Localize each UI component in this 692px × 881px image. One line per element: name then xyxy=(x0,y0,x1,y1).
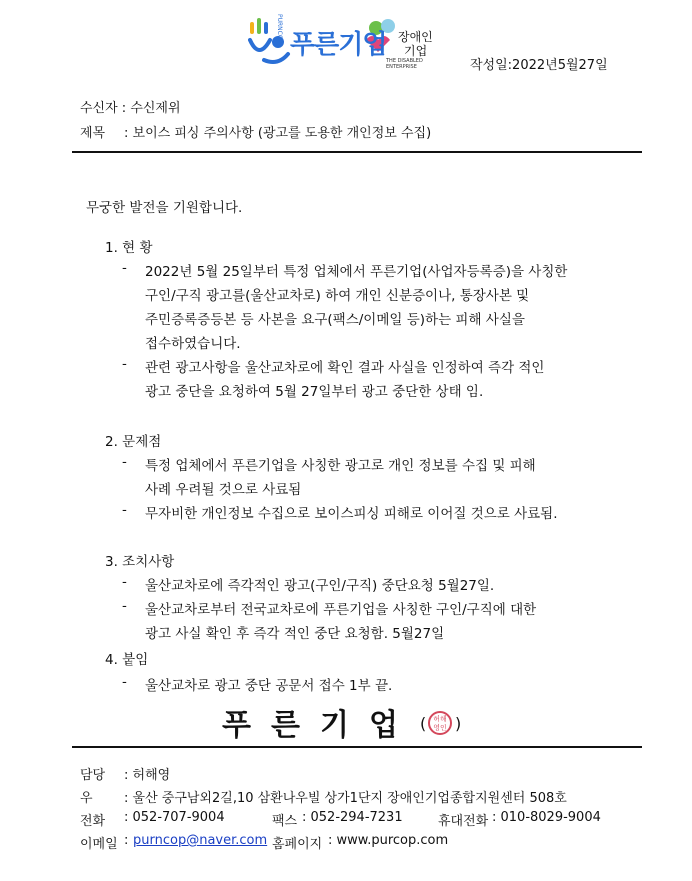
s2-line-3: 무자비한 개인정보 수집으로 보이스피싱 피해로 이어질 것으로 사료됨. xyxy=(145,506,558,522)
mobile-value: : 010-8029-9004 xyxy=(492,810,601,825)
fax-value: : 052-294-7231 xyxy=(302,810,403,825)
bullet-dash: - xyxy=(122,574,127,590)
logo-tagline1: THE DISABLED xyxy=(386,58,423,64)
s1-line-4: 접수하였습니다. xyxy=(145,336,241,352)
s1-line-3: 주민증록증등본 등 사본을 요구(팩스/이메일 등)하는 피해 사실을 xyxy=(145,312,525,328)
s1-line-5: 관련 광고사항을 울산교차로에 확인 결과 사실을 인정하여 즉각 적인 xyxy=(145,360,545,376)
email-colon: : xyxy=(124,833,129,848)
logo-tagline2: ENTERPRISE xyxy=(386,64,417,70)
tel-value: : 052-707-9004 xyxy=(124,810,225,825)
website-label: 홈페이지 xyxy=(272,837,323,852)
seal-paren-open: ( xyxy=(420,714,427,733)
s2-line-1: 특정 업체에서 푸른기업을 사칭한 광고로 개인 정보를 수집 및 피해 xyxy=(145,458,536,474)
bullet-dash: - xyxy=(122,454,127,470)
subject-value: : 보이스 피싱 주의사항 (광고를 도용한 개인정보 수집) xyxy=(124,126,432,141)
s1-line-2: 구인/구직 광고를(울산교차로) 하여 개인 신분증이나, 통장사본 및 xyxy=(145,288,530,304)
s2-line-2: 사례 우려될 것으로 사료됨 xyxy=(145,482,302,498)
company-seal-icon: 허해영인 xyxy=(428,711,452,735)
company-logo xyxy=(248,14,438,74)
bullet-dash: - xyxy=(122,356,127,372)
logo-sub2: 기업 xyxy=(404,44,428,58)
bullet-dash: - xyxy=(122,260,127,276)
s3-line-2: 울산교차로부터 전국교차로에 푸른기업을 사칭한 구인/구직에 대한 xyxy=(145,602,537,618)
website-value[interactable]: : www.purcop.com xyxy=(328,833,449,848)
s4-line-1: 울산교차로 광고 중단 공문서 접수 1부 끝. xyxy=(145,678,393,694)
email-link[interactable]: purncop@naver.com xyxy=(133,833,268,848)
greeting: 무궁한 발전을 기원합니다. xyxy=(86,200,243,216)
s3-line-1: 울산교차로에 즉각적인 광고(구인/구직) 중단요청 5월27일. xyxy=(145,578,495,594)
section-3-title: 3. 조치사항 xyxy=(105,554,175,570)
mobile-label: 휴대전화 xyxy=(438,814,489,829)
signature-company-name: 푸른기업 xyxy=(222,708,418,743)
bullet-dash: - xyxy=(122,674,127,690)
fax-label: 팩스 xyxy=(272,814,298,829)
document-date: 작성일:2022년5월27일 xyxy=(470,58,608,73)
manager-value: : 허해영 xyxy=(124,768,171,783)
header-divider xyxy=(72,151,642,153)
section-1-title: 1. 현 황 xyxy=(105,240,153,256)
footer-divider xyxy=(72,746,642,748)
manager-label: 담당 xyxy=(80,768,106,783)
seal-paren-close: ) xyxy=(455,714,462,733)
logo-text: 푸른기업 xyxy=(290,30,387,60)
s1-line-6: 광고 중단을 요청하여 5월 27일부터 광고 중단한 상태 임. xyxy=(145,384,484,400)
s1-line-1: 2022년 5월 25일부터 특정 업체에서 푸른기업(사업자등록증)을 사칭한 xyxy=(145,264,568,280)
tel-label: 전화 xyxy=(80,814,106,829)
section-4-title: 4. 붙임 xyxy=(105,652,149,668)
s3-line-3: 광고 사실 확인 후 즉각 적인 중단 요청함. 5월27일 xyxy=(145,626,445,642)
email-label: 이메일 xyxy=(80,837,118,852)
vertical-tag: PURNCOP xyxy=(276,14,283,44)
logo-sub1: 장애인 xyxy=(398,30,433,44)
bullet-dash: - xyxy=(122,598,127,614)
address-label: 우 xyxy=(80,791,93,806)
address-value: : 울산 중구남외2길,10 삼환나우빌 상가1단지 장애인기업종합지원센터 508호 xyxy=(124,791,567,806)
section-2-title: 2. 문제점 xyxy=(105,434,162,450)
recipient: 수신자 : 수신제위 xyxy=(80,101,181,116)
subject-label: 제목 xyxy=(80,126,106,141)
bullet-dash: - xyxy=(122,502,127,518)
